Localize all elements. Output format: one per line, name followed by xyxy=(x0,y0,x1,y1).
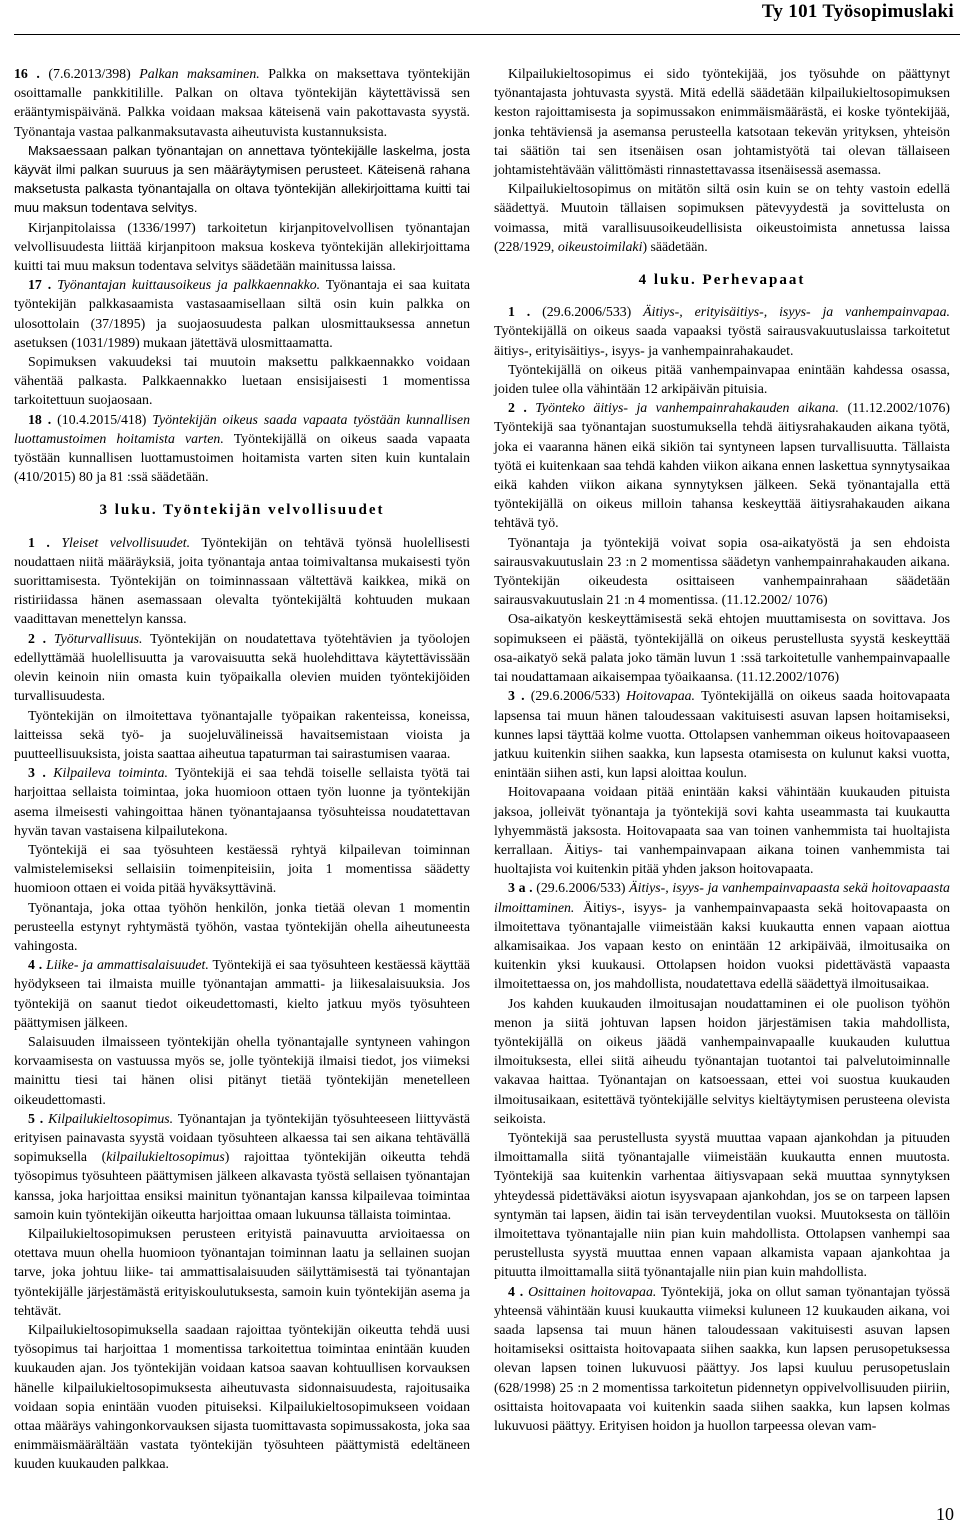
section-heading: Hoitovapaa. xyxy=(626,688,695,704)
section-text: Työntekijä, joka on ollut saman työnantajan työssä yhteensä vähintään kuusi kuukautta viimeksi kuluneen 12 kuukauden aikana, voi saada lapsensa tai muun hänen taloudessaan vakituisesti asuvan lapsen hoitamiseksi osittaista hoitovapaata siihen saakka, kun lapsen perusopetuksessa olevan lapsen toinen lukuvuosi päättyy. Jos lapsi kuuluu perusopetuslain (628/1998) 25 :n 2 momentissa tarkoitetun pidennetyn oppivelvollisuuden piiriin, osittaista hoitovapaata voi kuitenkin saada siihen saakka, kun lapsen kolmas lukuvuosi päättyy. Erityisen hoidon ja huollon tarpeessa olevan vam- xyxy=(494,1283,950,1434)
amendment-ref: (29.6.2006/533) xyxy=(536,880,626,896)
section-number: 2 . xyxy=(28,630,47,646)
section-17-paragraph-2: Sopimuksen vakuudeksi tai muutoin maksettu palkkaennakko voidaan vähentää palkasta. Palkkaennakko luetaan ensisijaisesti 1 momentissa tarkoitettuun suojaosaan. xyxy=(14,354,470,408)
section-number: 5 . xyxy=(28,1110,44,1126)
section-heading: Yleiset velvollisuudet. xyxy=(61,534,191,550)
header-rule xyxy=(14,34,960,35)
chapter-3-section-5-paragraph-2: Kilpailukieltosopimuksen perusteen erityistä painavuutta arvioitaessa on otettava muun ohella huomioon työnantajan toiminnan laatu ja sellainen suojan tarve, joka johtuu liike- tai ammattisalaisuuden säilyttämisestä tai työnantajan työntekijälle järjestämästä erityiskoulutuksesta, samoin kuin työntekijän asema ja tehtävät. xyxy=(14,1225,470,1318)
chapter-4-heading: 4 luku. Perhevapaat xyxy=(638,272,806,289)
section-heading: Liike- ja ammattisalaisuudet. xyxy=(46,957,209,973)
section-text: Työnantaja ei saa kuitata työntekijän palkkasaamista vastasaamisellaan siltä osin kuin palkka on ulosottolain (37/1895) ja suojaosuudesta palkan ulosmittauksessa annetun asetuksen (1031/1989) mukaan jätettävä ulosmittaamatta. xyxy=(14,277,470,350)
amendment-ref: (29.6.2006/533) xyxy=(542,304,632,320)
chapter-4-section-3a-paragraph-3: Työntekijä saa perustellusta syystä muuttaa vapaan ajankohdan ja pituuden ilmoittamalla siitä työnantajalle viimeistään kuukautta ennen muutosta. Työntekijä saa kuitenkin varhentaa äitiysvapaan sekä muuttaa synnytyksen yhteydessä pidettäväksi aiotun isyysvapaan ajankohdan, jos se on tarpeen lapsen syntymän tai lapsen, äidin tai isän terveydentilan vuoksi. Muutoksesta on tällöin ilmoitettava työnantajalle niin pian kuin mahdollista. Ottolapsen vanhempi saa perustellusta syystä muuttaa ennen vapaan alkamista vapaan ajankohtaa ja pituutta ilmoittamalla siitä työnantajalle niin pian kuin mahdollista. xyxy=(494,1129,950,1280)
running-header: Ty 101 Työsopimuslaki xyxy=(761,1,954,22)
section-heading: Osittainen hoitovapaa. xyxy=(528,1283,657,1299)
section-number: 3 a . xyxy=(508,880,533,896)
chapter-3-section-5 xyxy=(14,1109,470,1224)
chapter-3-section-4 xyxy=(14,955,470,1032)
section-text-continued: ) rajoittaa työntekijän oikeutta tehdä työsopimus työsuhteen päättymisen jälkeen alkavasta työstä sellaisen työnantajan kanssa, joka harjoittaa ensiksi mainitun työnantajan kanssa kilpailevaa toimintaa samoin kuin työntekijän oikeutta harjoittaa omaan lukuunsa tällaista toimintaa. xyxy=(14,1149,470,1222)
section-number: 2 . xyxy=(508,400,527,416)
section-text: Työntekijän on tehtävä työnsä huolellisesti noudattaen niitä määräyksiä, joita työnantaja antaa toimivaltansa mukaisesti työn suorittamisesta. Työntekijän on toiminnassaan vältettävä kaikkea, mikä on ristiriidassa hänen asemassaan olevalta työntekijältä kohtuuden mukaan vaadittavan menettelyn kanssa. xyxy=(14,534,470,627)
chapter-3-section-2-paragraph-2: Työntekijän on ilmoitettava työnantajalle työpaikan rakenteissa, koneissa, laitteissa sekä työ- ja suojeluvälineissä havaitsemistaan vioista ja puutteellisuuksista, joista saattaa aiheutua tapaturman tai sairastumisen vaaraa. xyxy=(14,707,470,761)
chapter-3-section-4-paragraph-2: Salaisuuden ilmaisseen työntekijän ohella työnantajalle syntyneen vahingon korvaamisesta on vastuussa myös se, jolle työntekijä ilmaisi tiedot, jos viimeksi mainittu tiesi tai hänen olisi pitänyt tietää työntekijän menetelleen oikeudettomasti. xyxy=(14,1033,470,1107)
amendment-ref: (29.6.2006/533) xyxy=(530,688,620,704)
section-heading: Kilpailukieltosopimus. xyxy=(48,1110,174,1126)
amendment-ref: (10.4.2015/418) xyxy=(57,411,147,427)
section-16-paragraph-3: Kirjanpitolaissa (1336/1997) tarkoitetun kirjanpitovelvollisen työnantajan velvollisuudesta liittää kirjanpitoon maksua koskeva työntekijän allekirjoittama kuitti tai muu maksun todentava selvitys säädetään mainitussa laissa. xyxy=(14,219,470,274)
chapter-4-section-3 xyxy=(494,686,950,782)
defined-term: kilpailukieltosopimus xyxy=(106,1149,225,1165)
section-heading: Työnteko äitiys- ja vanhempainrahakauden aikana. xyxy=(535,400,840,416)
chapter-4-section-3-paragraph-2: Hoitovapaana voidaan pitää enintään kaksi vähintään kuukauden pituista jaksoa, jolleivät työnantaja ja työntekijä sovi kahta useammasta tai kuukautta lyhyemmästä jaksosta. Hoitovapaata saa van toinen vanhemmista tai huoltajista kerrallaan. Äitiys- tai vanhempainvapaan aikana toinen vanhemmista tai huoltajista voi kuitenkin pitää yhden jakson hoitovapaata. xyxy=(494,784,950,877)
paragraph-text-end: ) säädetään. xyxy=(642,238,708,254)
chapter-4-section-2 xyxy=(494,398,950,532)
left-column xyxy=(14,64,470,1474)
section-text: Äitiys-, isyys- ja vanhempainvapaasta sekä hoitovapaasta on ilmoitettava työnantajalle viimeistään kaksi kuukautta ennen vapaan aiottua alkamisaikaa. Jos vapaan kesto on enintään 12 arkipäivää, ilmoitusaika on kuitenkin yksi kuukausi. Ottolapsen hoidon vuoksi pidettävästä vapaasta ilmoitettaessa on, jos mahdollista, noudatettava edellä säädettyä ilmoitusaikaa. xyxy=(494,899,950,992)
amendment-ref: (7.6.2013/398) xyxy=(48,66,131,81)
section-heading: Äitiys-, isyys- ja vanhempainvapaasta sekä hoitovapaasta ilmoittaminen. xyxy=(494,880,950,915)
chapter-3-heading: 3 luku. Työntekijän velvollisuudet xyxy=(99,502,385,519)
section-16-paragraph-2: Maksaessaan palkan työnantajan on annettava työntekijälle laskelma, josta käyvät ilmi palkan suuruus ja sen määräytymisen perusteet. Käteisenä rahana maksetusta palkasta työnantajalla on oltava työntekijän allekirjoittama kuitti tai muu maksun todentava selvitys. xyxy=(14,142,470,216)
right-column xyxy=(494,64,950,1435)
chapter-3-section-1 xyxy=(14,533,470,629)
chapter-3-section-3-paragraph-3: Työnantaja, joka ottaa työhön henkilön, jonka tietää olevan 1 momentin perusteella estynyt ryhtymästä työhön, vastaa työntekijän ohella aiheutuneesta vahingosta. xyxy=(14,899,470,953)
section-number: 4 . xyxy=(28,957,43,973)
chapter-4-section-1 xyxy=(494,302,950,360)
chapter-3-section-3 xyxy=(14,763,470,840)
section-text: Työntekijällä on oikeus saada vapaaksi työstä sairausvakuutuslaissa tarkoitetut äitiys-, erityisäitiys-, isyys- ja vanhempainrahakaudet. xyxy=(494,323,950,358)
section-heading: Palkan maksaminen. xyxy=(139,66,260,81)
section-heading: Äitiys-, erityisäitiys-, isyys- ja vanhempainvapaa. xyxy=(643,304,951,320)
section-16-paragraph xyxy=(14,64,470,141)
section-heading: Työnantajan kuittausoikeus ja palkkaennakko. xyxy=(57,277,321,293)
section-heading: Työturvallisuus. xyxy=(53,630,143,646)
section-number: 16 . xyxy=(14,66,40,81)
section-number: 17 . xyxy=(28,277,52,293)
section-text: (11.12.2002/1076) Työntekijä saa työnantajan suostumuksella tehdä äitiysrahakauden aikana työtä, joka ei vaaranna hänen eikä sikiön tai syntyneen lapsen turvallisuutta. Tällaista työtä ei kuitenkaan saa tehdä kahden viikon aikana ennen laskettua synnytysaikaa eikä kahden viikon aikana synnytyksen jälkeen. Sekä työnantajalla että työntekijällä on oikeus milloin tahansa keskeyttää äitiysrahakauden aikana tehtävä työ. xyxy=(494,400,950,531)
section-number: 3 . xyxy=(508,688,525,704)
section-number: 1 . xyxy=(28,534,50,550)
section-number: 1 . xyxy=(508,304,531,320)
chapter-3-section-3-paragraph-2: Työntekijä ei saa työsuhteen kestäessä ryhtyä kilpailevan toiminnan valmistelemiseksi sellaisiin toimenpiteisiin, joita 1 momentissa säädetty huomioon ottaen ei voida pitää hyväksyttävinä. xyxy=(14,841,470,896)
void-clause-paragraph xyxy=(494,179,950,256)
section-text: Työnantajan ja työntekijän työsuhteeseen liittyvästä erityisen painavasta syystä voidaan työsuhteen alkaessa tai sen aikana tehtävällä sopimuksella ( xyxy=(14,1110,470,1165)
chapter-3-section-5-paragraph-3: Kilpailukieltosopimuksella saadaan rajoittaa työntekijän oikeutta tehdä uusi työsopimus tai harjoittaa 1 momentissa tarkoitettua toimintaa enintään kuuden kuukauden ajan. Jos työntekijän voidaan katsoa saavan kohtuullisen korvauksen hänelle kilpailukieltosopimuksesta aiheutuvasta sidonnaisuudesta, rajoitusaika voidaan sopia enintään vuoden pituiseksi. Kilpailukieltosopimukseen voidaan ottaa määräys vahingonkorvauksen sijasta tuomittavasta sopimussakosta, joka saa enimmäismäärältään vastata työntekijän työsuhteen päättymistä edeltäneen kuuden kuukauden palkkaa. xyxy=(14,1322,470,1472)
law-short-name: oikeustoimilaki xyxy=(557,238,643,254)
chapter-4-section-2-paragraph-3: Osa-aikatyön keskeyttämisestä sekä ehtojen muuttamisesta on sovittava. Jos sopimukseen ei päästä, työntekijällä on oikeus perustellusta syystä keskeyttää osa-aikatyö sekä palata joko tämän luvun 1 :ssä tarkoitetulle vanhempainvapaalle tai noudattamaan aikaisempaa työaikaansa. (11.12.2002/1076) xyxy=(494,611,950,685)
chapter-4-section-2-paragraph-2: Työnantaja ja työntekijä voivat sopia osa-aikatyöstä ja sen ehdoista sairausvakuutuslain 23 :n 2 momentissa säädetyn vanhempainrahakauden aikana. Työntekijän oikeudesta osittaiseen vanhempainrahaan säädetään sairausvakuutuslain 21 :n 4 momentissa. (11.12.2002/ 1076) xyxy=(494,534,950,608)
section-text: Työntekijä ei saa tehdä toiselle sellaista työtä tai harjoittaa sellaista toimintaa, joka huomioon ottaen työn luonne ja työntekijän asema ilmeisesti vahingoittaa hänen työnantajaansa työsuhteissa noudatettavan hyvän tavan vastaisena kilpailutekona. xyxy=(14,765,470,838)
section-number: 3 . xyxy=(28,765,46,781)
section-text: Työntekijä ei saa työsuhteen kestäessä käyttää hyödykseen tai ilmaista muille työnantajan ammatti- ja liikesalaisuuksia. Jos työntekijä on saanut tiedot oikeudettomasti, kielto jatkuu myös työsuhteen päättymisen jälkeen. xyxy=(14,957,470,1030)
chapter-4-section-3a-paragraph-2: Jos kahden kuukauden ilmoitusajan noudattaminen ei ole puolison työhön menon ja siitä johtuvan lapsen hoidon järjestämisen takia mahdollista, työntekijällä on oikeus jäädä vanhempainvapaalle kuukauden kuluttua ilmoituksesta, ellei siitä aiheudu työnantajan tuotantoi tai palvelutoiminnalle vakavaa haittaa. Työnantajan on katsoessaan, ettei voi suostua kuukauden ilmoitusaikaan, esitettävä työntekijälle selvitys kieltäytymisen perusteena olevista seikoista. xyxy=(494,995,950,1126)
chapter-4-section-3a xyxy=(494,878,950,993)
section-17-paragraph xyxy=(14,275,470,352)
section-number: 18 . xyxy=(28,411,52,427)
section-heading: Työntekijän oikeus saada vapaata työstään kunnallisen luottamustoimen hoitamista varten. xyxy=(14,411,470,446)
section-text: Työntekijällä on oikeus saada vapaata työstään kunnallisen luottamustoimen hoitamista varten siten kuin kuntalain (410/2015) 80 ja 81 :ssä säädetään. xyxy=(14,430,470,485)
section-heading: Kilpaileva toiminta. xyxy=(53,765,168,781)
chapter-4-section-4 xyxy=(494,1282,950,1436)
section-text: Palkka on maksettava työntekijän osoittamalle pankkitilille. Palkan on oltava työntekijän käytettävissä sen erääntymispäivänä. Palkka voidaan maksaa käteisenä vain pakottavasta syystä. Työnantaja vastaa palkanmaksutavasta aiheutuvista kustannuksista. xyxy=(14,66,471,139)
section-text: Työntekijän on noudatettava työtehtävien ja työolojen edellyttämää huolellisuutta ja varovaisuutta sekä huolehdittava käytettävissään olevin keinoin niin omasta kuin työpaikalla olevien muiden työntekijöiden turvallisuudesta. xyxy=(14,630,470,704)
section-text: Työntekijällä on oikeus saada hoitovapaata lapsensa tai muun hänen taloudessaan vakituisesti asuvan lapsen hoitamiseksi, kunnes lapsi täyttää kolme vuotta. Ottolapsen vanhemman oikeus hoitovapaaseen jatkuu kuitenkin siihen saakka, kun lapsesta otamisesta on kulunut kaksi vuotta, enintään siihen asti, kun lapsi aloittaa koulun. xyxy=(494,688,950,781)
chapter-3-section-2 xyxy=(14,629,470,706)
page-number: 10 xyxy=(936,1504,954,1524)
chapter-4-section-1-paragraph-2: Työntekijällä on oikeus pitää vanhempainvapaa enintään kahdessa osassa, joiden tulee olla vähintään 12 arkipäivän pituisia. xyxy=(494,361,950,397)
paragraph-text: Kilpailukieltosopimus on mitätön siltä osin kuin se on tehty vastoin edellä säädettyä. Muutoin tällaisen sopimuksen pätevyydestä ja sovittelusta on voimassa, mitä varallisuusoikeudellisista oikeustoimista annetussa laissa (228/1929, xyxy=(494,181,950,254)
continued-paragraph: Kilpailukieltosopimus ei sido työntekijää, jos työsuhde on päättynyt työnantajasta johtuvasta syystä. Mitä edellä säädetään kilpailukieltosopimuksen keston rajoittamisesta ja sopimussakon enimmäismäärästä, ei koske työntekijää, jonka tehtäviensä ja asemansa perusteella katsotaan tekevän yrityksen, yhteisön tai säätiön tai sen itsenäisen osan johtamistyötä tai olevan tällaiseen johtamistehtävään välittömästi rinnastettavassa itsenäisessä asemassa. xyxy=(494,66,950,178)
section-number: 4 . xyxy=(508,1283,524,1299)
section-18-paragraph xyxy=(14,410,470,487)
